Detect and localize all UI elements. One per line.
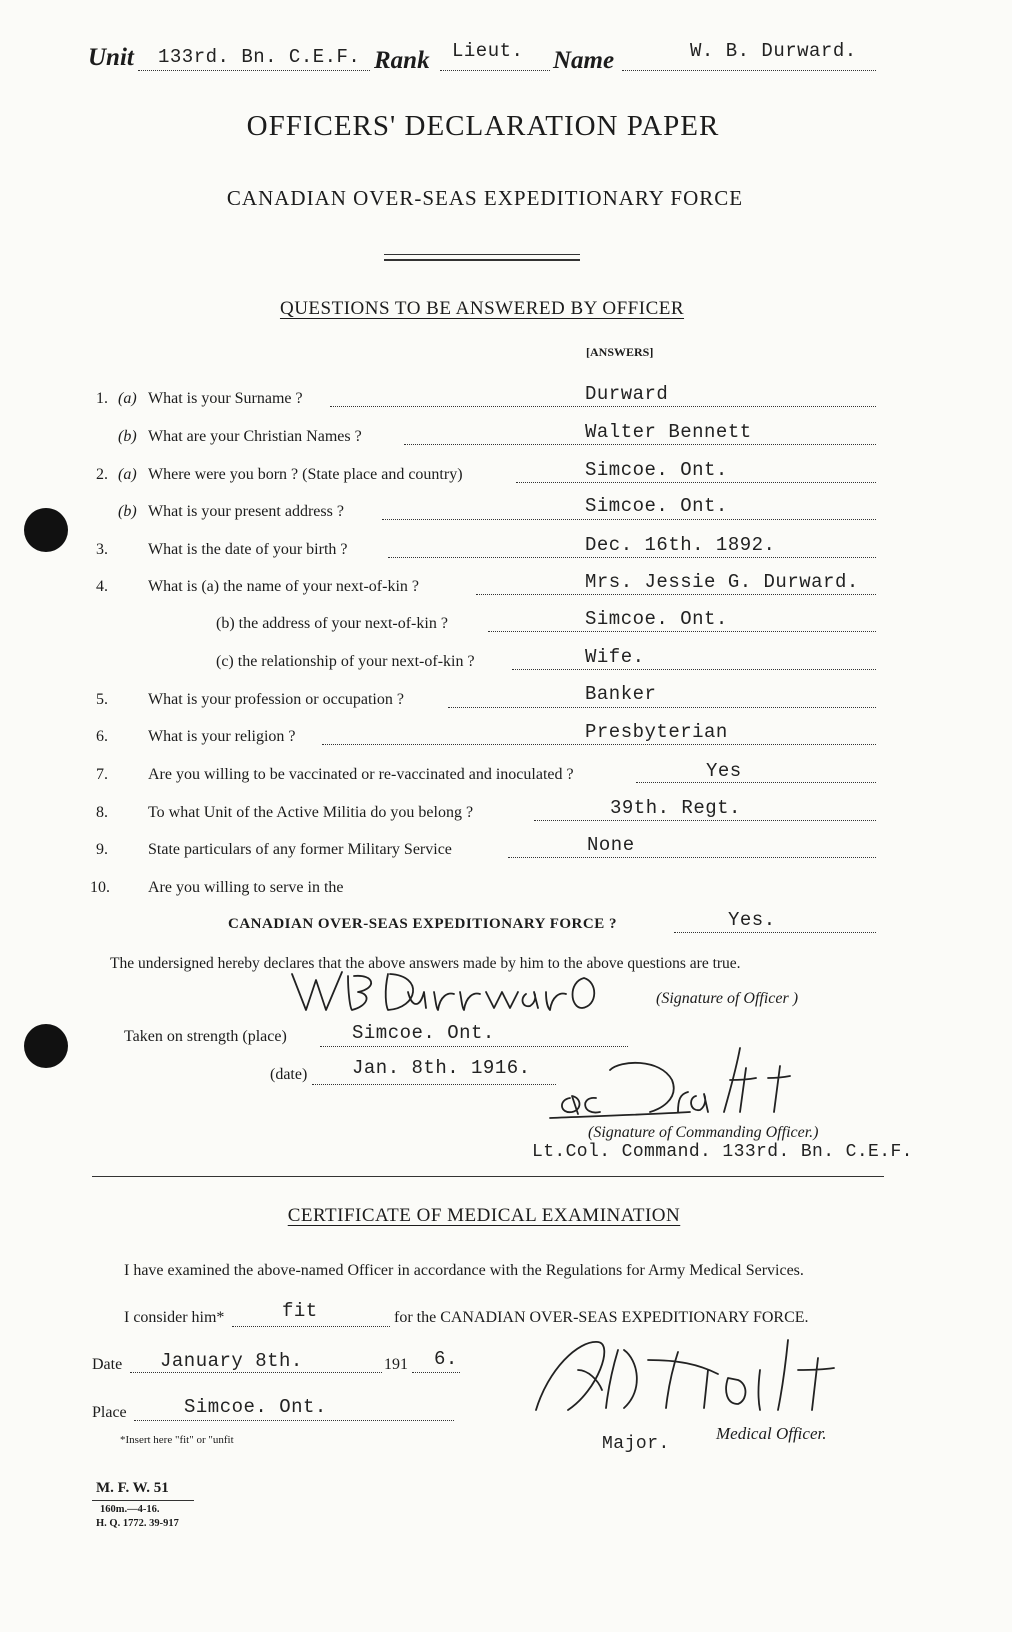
- question-part: (a): [118, 466, 137, 483]
- question-text: Where were you born ? (State place and country): [148, 466, 463, 483]
- declaration-text: The undersigned hereby declares that the above answers made by him to the above questions are true.: [110, 955, 741, 972]
- title-divider-bottom: [384, 259, 580, 261]
- question-number: 1.: [96, 390, 108, 407]
- rank-label: Rank: [374, 47, 430, 74]
- form-line2: 160m.—4-16.: [100, 1504, 160, 1515]
- answer-value: 39th. Regt.: [610, 797, 741, 819]
- section-divider: [92, 1176, 884, 1177]
- question-number: 5.: [96, 691, 108, 708]
- answer-value: Wife.: [585, 646, 645, 668]
- answer-value: None: [587, 834, 635, 856]
- answer-value: Dec. 16th. 1892.: [585, 534, 776, 556]
- form-line3: H. Q. 1772. 39-917: [96, 1518, 179, 1529]
- medical-date-label: Date: [92, 1356, 123, 1373]
- medical-date-value: January 8th.: [160, 1350, 303, 1372]
- answer-value: Banker: [585, 683, 657, 705]
- q10-line2: CANADIAN OVER-SEAS EXPEDITIONARY FORCE ?: [228, 916, 617, 932]
- officer-signature-label: (Signature of Officer ): [656, 990, 799, 1007]
- punch-hole-bottom: [24, 1024, 68, 1068]
- name-value: W. B. Durward.: [690, 40, 857, 62]
- medical-officer-signature: [528, 1330, 848, 1420]
- answer-value: Simcoe. Ont.: [585, 459, 728, 481]
- question-text: What is the date of your birth ?: [148, 541, 348, 558]
- page-title: OFFICERS' DECLARATION PAPER: [246, 110, 720, 142]
- question-part: (b): [118, 503, 137, 520]
- question-number: 4.: [96, 578, 108, 595]
- medical-heading: CERTIFICATE OF MEDICAL EXAMINATION: [287, 1205, 681, 1226]
- unit-value: 133rd. Bn. C.E.F.: [158, 46, 361, 68]
- punch-hole-top: [24, 508, 68, 552]
- answer-value: Simcoe. Ont.: [585, 495, 728, 517]
- question-text: What is your present address ?: [148, 503, 344, 520]
- question-text: To what Unit of the Active Militia do you belong ?: [148, 804, 474, 821]
- answer-value: Mrs. Jessie G. Durward.: [585, 571, 859, 593]
- medical-officer-label: Medical Officer.: [716, 1424, 827, 1443]
- taken-date-value: Jan. 8th. 1916.: [352, 1057, 531, 1079]
- question-number: 3.: [96, 541, 108, 558]
- question-number: 8.: [96, 804, 108, 821]
- questions-heading: QUESTIONS TO BE ANSWERED BY OFFICER: [279, 298, 685, 319]
- question-text: What is your religion ?: [148, 728, 296, 745]
- question-text: What is (a) the name of your next-of-kin ?: [148, 578, 420, 595]
- question-number: 9.: [96, 841, 108, 858]
- commanding-officer-title: Lt.Col. Command. 133rd. Bn. C.E.F.: [532, 1142, 913, 1162]
- question-part: (a): [118, 390, 137, 407]
- major-label: Major.: [602, 1434, 670, 1454]
- q10-answer: Yes.: [728, 909, 776, 931]
- name-label: Name: [553, 47, 615, 74]
- form-id: M. F. W. 51: [96, 1480, 169, 1496]
- answer-value: Simcoe. Ont.: [585, 608, 728, 630]
- answer-value: Walter Bennett: [585, 421, 752, 443]
- question-text: Are you willing to serve in the: [148, 879, 344, 896]
- question-part: (b): [118, 428, 137, 445]
- question-text: What is your profession or occupation ?: [148, 691, 404, 708]
- officer-signature: [288, 962, 658, 1022]
- taken-on-strength-label: Taken on strength (place): [124, 1028, 287, 1045]
- question-text: (b) the address of your next-of-kin ?: [216, 615, 448, 632]
- answer-value: Presbyterian: [585, 721, 728, 743]
- footnote: *Insert here "fit" or "unfit: [120, 1434, 234, 1446]
- commanding-officer-signature: [540, 1040, 840, 1130]
- question-text: What is your Surname ?: [148, 390, 303, 407]
- question-number: 6.: [96, 728, 108, 745]
- question-text: What are your Christian Names ?: [148, 428, 362, 445]
- consider-value: fit: [282, 1300, 318, 1322]
- medical-year-prefix: 191: [384, 1356, 408, 1373]
- answers-label: [ANSWERS]: [586, 345, 654, 359]
- commanding-officer-signature-label: (Signature of Commanding Officer.): [588, 1124, 819, 1141]
- question-number: 2.: [96, 466, 108, 483]
- consider-tail: for the CANADIAN OVER-SEAS EXPEDITIONARY FORCE.: [394, 1309, 809, 1326]
- question-number: 10.: [90, 879, 110, 896]
- rank-value: Lieut.: [452, 40, 524, 62]
- question-text: Are you willing to be vaccinated or re-vaccinated and inoculated ?: [148, 766, 574, 783]
- medical-year-value: 6.: [434, 1348, 458, 1370]
- answer-value: Durward: [585, 383, 669, 405]
- question-text: State particulars of any former Military Service: [148, 841, 452, 858]
- question-number: 7.: [96, 766, 108, 783]
- unit-label: Unit: [88, 44, 134, 71]
- title-divider-top: [384, 254, 580, 255]
- page-subtitle: CANADIAN OVER-SEAS EXPEDITIONARY FORCE: [226, 186, 744, 210]
- consider-label: I consider him*: [124, 1309, 225, 1326]
- taken-date-label: (date): [270, 1066, 308, 1083]
- form-id-rule: [92, 1500, 194, 1501]
- answer-value: Yes: [706, 760, 742, 782]
- medical-text: I have examined the above-named Officer in accordance with the Regulations for Army Medical Services.: [124, 1262, 804, 1279]
- question-text: (c) the relationship of your next-of-kin ?: [216, 653, 475, 670]
- place-label: Place: [92, 1404, 127, 1421]
- place-value: Simcoe. Ont.: [184, 1396, 327, 1418]
- taken-place-value: Simcoe. Ont.: [352, 1022, 495, 1044]
